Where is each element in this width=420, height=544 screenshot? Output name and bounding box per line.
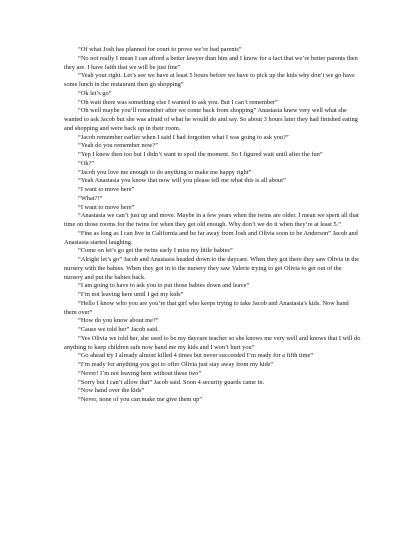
paragraph: “Never, none of you can make me give them up” bbox=[78, 396, 203, 403]
paragraph: “I want to move here” bbox=[78, 203, 135, 211]
paragraph: “Come on let’s go get the twins early I miss my little babies” bbox=[78, 247, 233, 255]
paragraph: “Yeah your right. Let’s see we have at least 5 hours before we have to pick up the kids why don’t we go have some lunch in the restaurant then go shopping” bbox=[64, 72, 355, 88]
paragraph: “Oh wait there was something else I wanted to ask you. But I can’t remember” bbox=[78, 98, 278, 106]
paragraph: “Jacob you love me enough to do anything to make me happy right” bbox=[78, 168, 252, 176]
paragraph: “I’m not leaving here until I get my kids” bbox=[78, 291, 184, 298]
paragraph: “I’m ready for anything you got to offer Olivia just stay away from my kids” bbox=[78, 361, 274, 368]
paragraph: “What?!” bbox=[78, 194, 103, 202]
paragraph: “Yes Olivia we told her, she used to be my daycare teacher so she knows me very well and knows that I will do anything to keep children safe now hand me my kids and I won’t hurt you” bbox=[64, 334, 361, 351]
paragraph: “Fine as long as I can live in California and be far away from Josh and Olivia soon to be Anderson” Jacob and Anastasia started laughing. bbox=[64, 229, 358, 246]
document-page bbox=[64, 46, 362, 405]
paragraph: “Go ahead try I already almost killed 4 times but never succeeded I’m ready for a fifth time” bbox=[78, 352, 314, 360]
paragraph: “Of what Josh has planned for court to prove we’re bad parents” bbox=[78, 46, 242, 53]
paragraph: “Sorry but I can’t allow that” Jacob said. Soon 4 security guards came in. bbox=[78, 378, 265, 386]
paragraph: “Cause we told her” Jacob said. bbox=[78, 326, 159, 333]
paragraph: “I want to move here” bbox=[78, 186, 135, 193]
paragraph: “Hello I know who you are you’re that girl who keeps trying to take Jacob and Anastasia's kids. Now hand them over” bbox=[64, 299, 349, 316]
paragraph: “I am going to have to ask you to put those babies down and leave” bbox=[78, 282, 250, 290]
paragraph: “Oh well maybe you’ll remember after we come back from shopping” Anastasia knew very well what she wanted to ask Jacob but she was afraid of what he would do and say. So about 3 hours later they had finished eating and shopping and were back up in their room. bbox=[64, 107, 358, 132]
paragraph: “Jacob remember earlier when I said I had forgotten what I was going to ask you?” bbox=[78, 133, 289, 141]
paragraph: “Ok?” bbox=[78, 159, 95, 167]
paragraph: “Now hand over the kids” bbox=[78, 387, 145, 395]
paragraph: “Yeah Anastasia you know that now will you please tell me what this is all about” bbox=[78, 177, 286, 185]
paragraph: “Anastasia we can’t just up and move. Maybe in a few years when the twins are older. I mean we spent all that time on those rooms for the twins for when they get old enough. Why don’t we do it when they’re at least 5.” bbox=[64, 212, 359, 228]
paragraph: “No not really I mean I can afford a better lawyer than him and I know for a fact that we’re better parents then they are. I have faith that we will be just fine” bbox=[64, 54, 358, 71]
paragraph: “Yep I knew then too but I didn’t want to spoil the moment. So I figured wait until after the fun” bbox=[78, 151, 323, 158]
paragraph: “Alright let’s go” Jacob and Anastasia headed down to the daycare. When they got there they saw Olivia in the nursery with the babies. When they got in to the nursery they saw Valerie trying to get Olivia to get out of the nursery and put the babies back. bbox=[64, 256, 360, 281]
paragraph: “Ok let’s go” bbox=[78, 89, 112, 97]
paragraph: “How do you know about me?” bbox=[78, 317, 159, 325]
paragraph: “Yeah do you remember now?” bbox=[78, 142, 159, 150]
paragraph: “Never! I’m not leaving here without these two” bbox=[78, 369, 202, 377]
